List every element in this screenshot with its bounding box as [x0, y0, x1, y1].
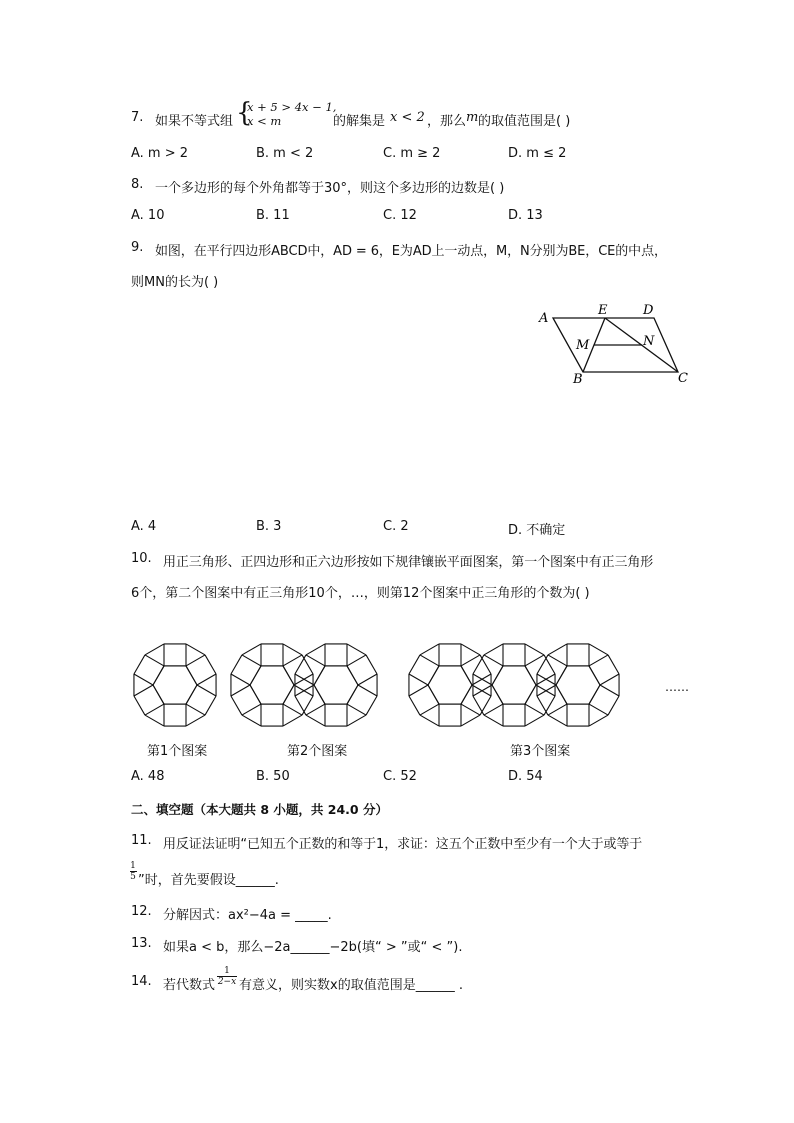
q8-option-b: B. 11	[256, 208, 290, 223]
q11-fraction-numerator: 1	[130, 861, 136, 871]
q11-line2: ”时，首先要假设______.	[138, 873, 279, 888]
q13-text: 如果a < b，那么−2a______−2b(填“ > ”或“ < ”).	[163, 940, 463, 955]
q9-number: 9.	[131, 240, 144, 255]
q9-line1: 如图，在平行四边形ABCD中，AD = 6，E为AD上一动点，M，N分别为BE，CE的中点，	[155, 244, 667, 259]
q11-line1: 用反证法证明“已知五个正数的和等于1，求证：这五个正数中至少有一个大于或等于	[163, 837, 643, 852]
q9-line2: 则MN的长为( )	[131, 275, 219, 290]
q7-middle: 的解集是	[333, 114, 386, 129]
q7-brace: {	[236, 98, 253, 128]
q14-number: 14.	[131, 974, 152, 989]
label-e: E	[598, 303, 608, 318]
q7-system-line1: x + 5 > 4x − 1,	[247, 100, 337, 114]
label-c: C	[678, 371, 688, 386]
q10-tessellation-figure	[120, 630, 700, 740]
q12-text: 分解因式：ax²−4a = _____.	[163, 908, 332, 923]
q14-prefix: 若代数式	[163, 978, 216, 993]
label-m: M	[576, 338, 590, 353]
q7-variable: m	[466, 110, 479, 125]
q7-option-a: A. m > 2	[131, 146, 189, 161]
q7-option-b: B. m < 2	[256, 146, 314, 161]
q11-fraction	[129, 861, 137, 882]
q14-fraction-numerator: 1	[224, 966, 230, 976]
q14-fraction-denominator: 2−x	[217, 977, 237, 987]
q10-ellipsis: ……	[665, 680, 689, 694]
q7-post: ，那么	[427, 114, 467, 129]
q7-option-c: C. m ≥ 2	[383, 146, 441, 161]
q7-number: 7.	[131, 110, 144, 125]
q7-prefix: 如果不等式组	[155, 114, 234, 129]
q13-number: 13.	[131, 936, 152, 951]
q11-number: 11.	[131, 833, 152, 848]
label-b: B	[573, 372, 583, 387]
q10-caption-3: 第3个图案	[510, 744, 571, 759]
section-2-heading: 二、填空题（本大题共 8 小题，共 24.0 分）	[131, 802, 388, 817]
q8-text: 一个多边形的每个外角都等于30°，则这个多边形的边数是( )	[155, 181, 505, 196]
label-n: N	[643, 334, 655, 349]
q7-option-d: D. m ≤ 2	[508, 146, 567, 161]
q10-line2: 6个，第二个图案中有正三角形10个，…，则第12个图案中正三角形的个数为( )	[131, 586, 590, 601]
q8-number: 8.	[131, 177, 144, 192]
q7-tail: 的取值范围是( )	[478, 114, 571, 129]
q10-caption-2: 第2个图案	[287, 744, 348, 759]
q10-option-d: D. 54	[508, 769, 543, 784]
q10-option-a: A. 48	[131, 769, 165, 784]
q8-option-a: A. 10	[131, 208, 165, 223]
q10-caption-1: 第1个图案	[147, 744, 208, 759]
q14-post: 有意义，则实数x的取值范围是______ .	[239, 978, 463, 993]
q7-system-line2: x < m	[247, 114, 282, 128]
label-a: A	[539, 311, 549, 326]
q9-option-b: B. 3	[256, 519, 282, 534]
q9-option-a: A. 4	[131, 519, 157, 534]
label-d: D	[643, 303, 654, 318]
q10-number: 10.	[131, 551, 152, 566]
q8-option-c: C. 12	[383, 208, 417, 223]
q9-parallelogram-figure	[530, 298, 700, 390]
q8-option-d: D. 13	[508, 208, 543, 223]
q12-number: 12.	[131, 904, 152, 919]
q10-line1: 用正三角形、正四边形和正六边形按如下规律镶嵌平面图案，第一个图案中有正三角形	[163, 555, 654, 570]
q14-fraction	[216, 966, 238, 987]
q11-fraction-denominator: 5	[130, 872, 136, 882]
q9-option-d: D. 不确定	[508, 523, 566, 538]
q10-option-b: B. 50	[256, 769, 290, 784]
q10-option-c: C. 52	[383, 769, 417, 784]
q9-option-c: C. 2	[383, 519, 409, 534]
q7-condition: x < 2	[390, 110, 425, 125]
